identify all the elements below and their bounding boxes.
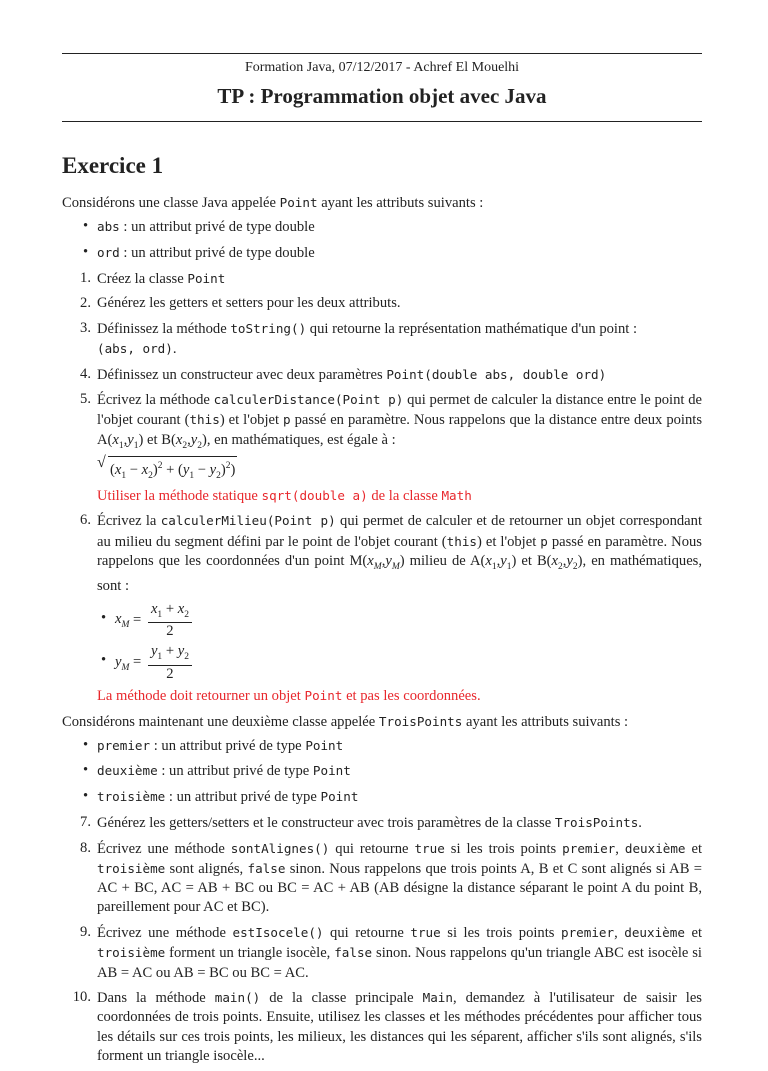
question-3: 3. Définissez la méthode toString() qui retourne la représentation mathématique d'un point : (abs, ord). xyxy=(80,319,638,358)
question-7: 7. Générez les getters/setters et le constructeur avec trois paramètres de la classe TroisPoints. xyxy=(80,814,642,832)
formula-ym: • $y_M$ = $\frac{y_1 + y_2}{2}$ xyxy=(97,643,702,682)
question-9: 9. Écrivez une méthode estIsocele() qui retourne true si les trois points premier, deuxième et troisième forment un triangle isocèle, false sinon. Nous rappelons qu'un triangle ABC est isocèle si AB = AC ou AB = BC ou BC = AC. xyxy=(80,923,703,981)
troispoints-attributes-list xyxy=(62,736,702,807)
questions-list-1 xyxy=(62,269,702,707)
list-item: • troisième : un attribut privé de type Point xyxy=(62,787,702,807)
header-bottom-rule xyxy=(62,121,702,122)
question-6: 6. Écrivez la calculerMilieu(Point p) qui permet de calculer et de retourner un objet correspondant au milieu du segment défini par le point de l'objet courant (this) et l'objet p passé en paramètre. Nous rappelons que les coordonnées d'un point $M(x_M,y_M)$ milieu de $A(x_1,y_1)$ et $B(x_2,y_2)$, en mathématiques, sont : • $x_M$ = $\frac{x_1 + x_2}{2}$ • $y_M$ = $\frac{y_1 + y_2}{2}$ La méthode doit retourner un objet Point et pas les coordonnées. xyxy=(62,511,702,706)
question-1: 1. Créez la classe Point xyxy=(80,269,226,287)
questions-list-2 xyxy=(62,813,702,1066)
intro-paragraph: Considérons une classe Java appelée Point ayant les attributs suivants : xyxy=(62,195,484,211)
top-rule xyxy=(62,53,702,54)
question-4: 4. Définissez un constructeur avec deux paramètres Point(double abs, double ord) xyxy=(80,365,607,383)
document-title: TP : Programmation objet avec Java xyxy=(217,84,547,108)
question-10: 10. Dans la méthode main() de la classe principale Main, demandez à l'utilisateur de saisir les coordonnées de trois points. Ensuite, utilisez les classes et les méthodes précédentes pour afficher tous les détails sur ces trois points, les milieux, les distances qui les séparent, afficher s'ils sont alignés, s'ils forment un triangle isocèle... xyxy=(72,988,702,1064)
list-item: • abs : un attribut privé de type double xyxy=(62,217,702,237)
list-item: • premier : un attribut privé de type Point xyxy=(62,736,702,756)
list-item: • deuxième : un attribut privé de type Point xyxy=(62,761,702,781)
intro-paragraph-2: Considérons maintenant une deuxième classe appelée TroisPoints ayant les attributs suivants : xyxy=(62,713,629,730)
distance-formula: √ $(x_1 - x_2)^2 + (y_1 - y_2)^2$) xyxy=(97,456,237,486)
point-attributes-list xyxy=(62,217,702,263)
question-8: 8. Écrivez une méthode sontAlignes() qui retourne true si les trois points premier, deuxième et troisième sont alignés, false sinon. Nous rappelons que trois points A, B et C sont alignés si AB = AC + BC, AC = AB + BC ou BC = AC + AB (AB désigne la distance séparant le point A du point B, pareillement pour AC et BC). xyxy=(80,839,703,916)
hint-sqrt: Utiliser la méthode statique sqrt(double a) de la classe Math xyxy=(97,487,472,504)
list-item: • ord : un attribut privé de type double xyxy=(62,243,702,263)
exercise-body xyxy=(62,193,702,1071)
midpoint-formulas xyxy=(97,601,702,683)
header-subtitle: Formation Java, 07/12/2017 - Achref El Mouelhi xyxy=(244,60,520,75)
question-2: 2. Générez les getters et setters pour les deux attributs. xyxy=(80,295,401,312)
question-5: 5. Écrivez la méthode calculerDistance(Point p) qui permet de calculer la distance entre le point de l'objet courant (this) et l'objet p passé en paramètre. Nous rappelons que la distance entre deux points $A(x_1,y_1)$ et $B(x_2,y_2)$, en mathématiques, est égale à : √ $(x_1 - x_2)^2 + (y_1 - y_2)^2$) Utiliser la méthode statique sqrt(double a) de la classe Math xyxy=(80,391,703,504)
exercise-title: Exercice 1 xyxy=(62,153,164,178)
formula-xm: • $x_M$ = $\frac{x_1 + x_2}{2}$ xyxy=(97,601,702,640)
hint-return-point: La méthode doit retourner un objet Point et pas les coordonnées. xyxy=(97,688,481,705)
